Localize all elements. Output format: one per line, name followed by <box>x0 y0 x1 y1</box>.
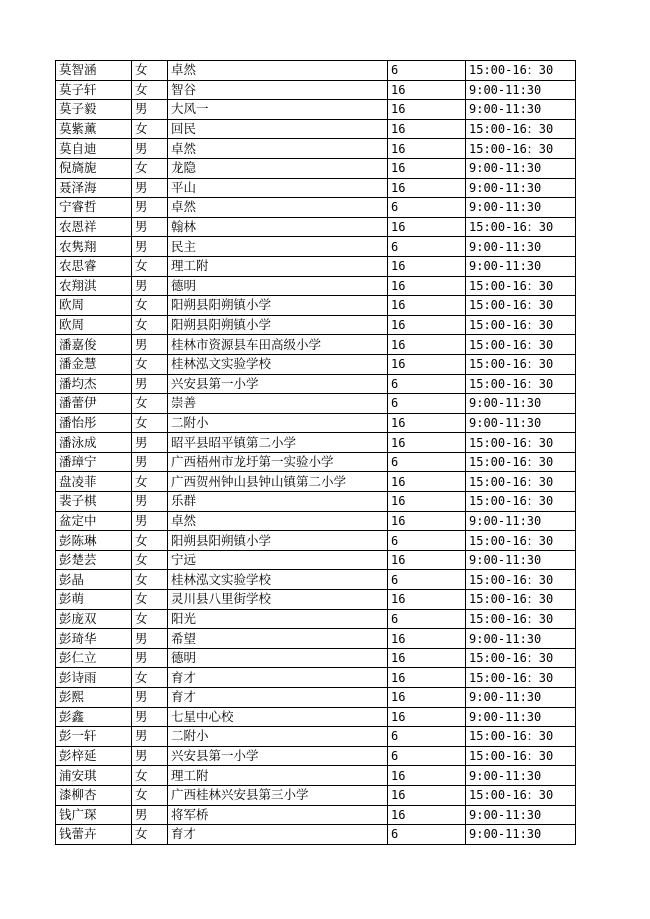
school-cell: 德明 <box>168 648 388 668</box>
student-name-cell: 莫智涵 <box>56 61 132 81</box>
gender-cell: 女 <box>132 785 168 805</box>
session-time-cell: 9:00-11:30 <box>466 80 576 100</box>
school-cell: 理工附 <box>168 766 388 786</box>
table-row <box>56 413 576 433</box>
table-row <box>56 100 576 120</box>
school-cell: 民主 <box>168 237 388 257</box>
session-time-cell: 15:00-16：30 <box>466 315 576 335</box>
table-row <box>56 511 576 531</box>
gender-cell: 女 <box>132 80 168 100</box>
session-time-cell: 15:00-16：30 <box>466 354 576 374</box>
age-cell: 16 <box>388 100 466 120</box>
session-time-cell: 15:00-16：30 <box>466 452 576 472</box>
student-name-cell: 钱蕾卉 <box>56 825 132 845</box>
school-cell: 智谷 <box>168 80 388 100</box>
student-name-cell: 彭晶 <box>56 570 132 590</box>
age-cell: 16 <box>388 511 466 531</box>
session-time-cell: 15:00-16：30 <box>466 668 576 688</box>
table-row <box>56 276 576 296</box>
age-cell: 16 <box>388 492 466 512</box>
session-time-cell: 15:00-16：30 <box>466 648 576 668</box>
student-name-cell: 浦安琪 <box>56 766 132 786</box>
school-cell: 昭平县昭平镇第二小学 <box>168 433 388 453</box>
gender-cell: 男 <box>132 276 168 296</box>
student-name-cell: 农隽翔 <box>56 237 132 257</box>
table-row <box>56 452 576 472</box>
student-name-cell: 潘泳成 <box>56 433 132 453</box>
age-cell: 16 <box>388 433 466 453</box>
student-name-cell: 彭庞双 <box>56 609 132 629</box>
session-time-cell: 15:00-16：30 <box>466 335 576 355</box>
session-time-cell: 9:00-11:30 <box>466 825 576 845</box>
gender-cell: 男 <box>132 452 168 472</box>
table-row <box>56 296 576 316</box>
gender-cell: 男 <box>132 217 168 237</box>
gender-cell: 男 <box>132 629 168 649</box>
gender-cell: 男 <box>132 511 168 531</box>
student-name-cell: 彭一轩 <box>56 727 132 747</box>
table-row <box>56 315 576 335</box>
session-time-cell: 15:00-16：30 <box>466 374 576 394</box>
table-row <box>56 198 576 218</box>
table-row <box>56 648 576 668</box>
table-row <box>56 668 576 688</box>
age-cell: 16 <box>388 119 466 139</box>
age-cell: 6 <box>388 570 466 590</box>
table-row <box>56 178 576 198</box>
student-name-cell: 欧周 <box>56 296 132 316</box>
session-time-cell: 9:00-11:30 <box>466 413 576 433</box>
gender-cell: 男 <box>132 139 168 159</box>
school-cell: 卓然 <box>168 511 388 531</box>
student-name-cell: 倪旖旎 <box>56 158 132 178</box>
student-name-cell: 潘璋宁 <box>56 452 132 472</box>
student-name-cell: 欧周 <box>56 315 132 335</box>
age-cell: 16 <box>388 550 466 570</box>
session-time-cell: 15:00-16：30 <box>466 139 576 159</box>
session-time-cell: 15:00-16：30 <box>466 590 576 610</box>
school-cell: 回民 <box>168 119 388 139</box>
school-cell: 阳光 <box>168 609 388 629</box>
student-name-cell: 裴子棋 <box>56 492 132 512</box>
session-time-cell: 15:00-16：30 <box>466 785 576 805</box>
age-cell: 6 <box>388 531 466 551</box>
age-cell: 6 <box>388 746 466 766</box>
gender-cell: 女 <box>132 825 168 845</box>
school-cell: 阳朔县阳朔镇小学 <box>168 296 388 316</box>
table-row <box>56 629 576 649</box>
student-name-cell: 彭萌 <box>56 590 132 610</box>
gender-cell: 女 <box>132 315 168 335</box>
school-cell: 桂林泓文实验学校 <box>168 354 388 374</box>
gender-cell: 男 <box>132 492 168 512</box>
table-row <box>56 61 576 81</box>
school-cell: 桂林市资源县车田高级小学 <box>168 335 388 355</box>
table-row <box>56 825 576 845</box>
table-row <box>56 492 576 512</box>
table-row <box>56 335 576 355</box>
school-cell: 乐群 <box>168 492 388 512</box>
session-time-cell: 9:00-11:30 <box>466 178 576 198</box>
age-cell: 16 <box>388 805 466 825</box>
age-cell: 16 <box>388 785 466 805</box>
gender-cell: 男 <box>132 100 168 120</box>
school-cell: 卓然 <box>168 61 388 81</box>
table-row <box>56 119 576 139</box>
school-cell: 七星中心校 <box>168 707 388 727</box>
student-name-cell: 彭仁立 <box>56 648 132 668</box>
student-name-cell: 聂泽海 <box>56 178 132 198</box>
age-cell: 6 <box>388 198 466 218</box>
school-cell: 桂林泓文实验学校 <box>168 570 388 590</box>
table-row <box>56 354 576 374</box>
gender-cell: 女 <box>132 609 168 629</box>
age-cell: 6 <box>388 825 466 845</box>
table-row <box>56 158 576 178</box>
age-cell: 16 <box>388 668 466 688</box>
session-time-cell: 9:00-11:30 <box>466 198 576 218</box>
school-cell: 广西桂林兴安县第三小学 <box>168 785 388 805</box>
session-time-cell: 9:00-11:30 <box>466 766 576 786</box>
student-name-cell: 钱广琛 <box>56 805 132 825</box>
school-cell: 二附小 <box>168 727 388 747</box>
gender-cell: 男 <box>132 374 168 394</box>
gender-cell: 女 <box>132 256 168 276</box>
gender-cell: 女 <box>132 668 168 688</box>
table-row <box>56 805 576 825</box>
school-cell: 德明 <box>168 276 388 296</box>
school-cell: 大风一 <box>168 100 388 120</box>
gender-cell: 女 <box>132 354 168 374</box>
school-cell: 育才 <box>168 825 388 845</box>
session-time-cell: 15:00-16：30 <box>466 570 576 590</box>
age-cell: 16 <box>388 413 466 433</box>
student-name-cell: 莫子毅 <box>56 100 132 120</box>
age-cell: 16 <box>388 178 466 198</box>
session-time-cell: 15:00-16：30 <box>466 727 576 747</box>
table-row <box>56 570 576 590</box>
age-cell: 16 <box>388 139 466 159</box>
session-time-cell: 9:00-11:30 <box>466 100 576 120</box>
gender-cell: 女 <box>132 296 168 316</box>
table-row <box>56 256 576 276</box>
age-cell: 6 <box>388 374 466 394</box>
gender-cell: 女 <box>132 570 168 590</box>
student-name-cell: 彭楚芸 <box>56 550 132 570</box>
table-row <box>56 374 576 394</box>
session-time-cell: 15:00-16：30 <box>466 61 576 81</box>
gender-cell: 女 <box>132 590 168 610</box>
student-name-cell: 潘嘉俊 <box>56 335 132 355</box>
gender-cell: 女 <box>132 472 168 492</box>
gender-cell: 男 <box>132 178 168 198</box>
student-name-cell: 彭陈琳 <box>56 531 132 551</box>
table-row <box>56 727 576 747</box>
table-row <box>56 217 576 237</box>
school-cell: 翰林 <box>168 217 388 237</box>
age-cell: 6 <box>388 237 466 257</box>
student-name-cell: 潘怡彤 <box>56 413 132 433</box>
session-time-cell: 15:00-16：30 <box>466 217 576 237</box>
gender-cell: 男 <box>132 198 168 218</box>
table-row <box>56 785 576 805</box>
age-cell: 16 <box>388 80 466 100</box>
gender-cell: 男 <box>132 707 168 727</box>
student-name-cell: 潘金慧 <box>56 354 132 374</box>
student-name-cell: 莫自迪 <box>56 139 132 159</box>
age-cell: 16 <box>388 629 466 649</box>
table-row <box>56 590 576 610</box>
age-cell: 16 <box>388 472 466 492</box>
student-name-cell: 彭鑫 <box>56 707 132 727</box>
session-time-cell: 15:00-16：30 <box>466 433 576 453</box>
student-name-cell: 农翔淇 <box>56 276 132 296</box>
gender-cell: 男 <box>132 688 168 708</box>
session-time-cell: 15:00-16：30 <box>466 276 576 296</box>
student-name-cell: 盆定中 <box>56 511 132 531</box>
school-cell: 理工附 <box>168 256 388 276</box>
age-cell: 6 <box>388 727 466 747</box>
session-time-cell: 15:00-16：30 <box>466 472 576 492</box>
age-cell: 6 <box>388 609 466 629</box>
school-cell: 龙隐 <box>168 158 388 178</box>
age-cell: 16 <box>388 766 466 786</box>
school-cell: 兴安县第一小学 <box>168 746 388 766</box>
gender-cell: 女 <box>132 61 168 81</box>
age-cell: 6 <box>388 394 466 414</box>
table-row <box>56 746 576 766</box>
student-name-cell: 彭熙 <box>56 688 132 708</box>
gender-cell: 女 <box>132 766 168 786</box>
table-row <box>56 609 576 629</box>
school-cell: 广西贺州钟山县钟山镇第二小学 <box>168 472 388 492</box>
school-cell: 崇善 <box>168 394 388 414</box>
session-time-cell: 9:00-11:30 <box>466 256 576 276</box>
student-name-cell: 农思睿 <box>56 256 132 276</box>
school-cell: 广西梧州市龙圩第一实验小学 <box>168 452 388 472</box>
table-row <box>56 433 576 453</box>
school-cell: 将军桥 <box>168 805 388 825</box>
school-cell: 阳朔县阳朔镇小学 <box>168 531 388 551</box>
gender-cell: 男 <box>132 746 168 766</box>
session-time-cell: 15:00-16：30 <box>466 296 576 316</box>
school-cell: 兴安县第一小学 <box>168 374 388 394</box>
school-cell: 宁远 <box>168 550 388 570</box>
table-row <box>56 550 576 570</box>
table-row <box>56 531 576 551</box>
session-time-cell: 9:00-11:30 <box>466 550 576 570</box>
table-row <box>56 472 576 492</box>
roster-body <box>56 61 576 845</box>
student-name-cell: 宁睿哲 <box>56 198 132 218</box>
session-time-cell: 15:00-16：30 <box>466 492 576 512</box>
student-name-cell: 莫子轩 <box>56 80 132 100</box>
gender-cell: 女 <box>132 119 168 139</box>
table-row <box>56 80 576 100</box>
table-row <box>56 707 576 727</box>
session-time-cell: 9:00-11:30 <box>466 629 576 649</box>
gender-cell: 女 <box>132 550 168 570</box>
session-time-cell: 9:00-11:30 <box>466 805 576 825</box>
school-cell: 二附小 <box>168 413 388 433</box>
table-row <box>56 394 576 414</box>
gender-cell: 女 <box>132 394 168 414</box>
school-cell: 灵川县八里街学校 <box>168 590 388 610</box>
school-cell: 育才 <box>168 668 388 688</box>
age-cell: 16 <box>388 276 466 296</box>
age-cell: 16 <box>388 315 466 335</box>
school-cell: 平山 <box>168 178 388 198</box>
age-cell: 16 <box>388 296 466 316</box>
school-cell: 阳朔县阳朔镇小学 <box>168 315 388 335</box>
gender-cell: 男 <box>132 335 168 355</box>
age-cell: 16 <box>388 217 466 237</box>
session-time-cell: 9:00-11:30 <box>466 688 576 708</box>
school-cell: 育才 <box>168 688 388 708</box>
session-time-cell: 9:00-11:30 <box>466 707 576 727</box>
school-cell: 卓然 <box>168 198 388 218</box>
student-name-cell: 彭梓延 <box>56 746 132 766</box>
table-row <box>56 766 576 786</box>
age-cell: 16 <box>388 707 466 727</box>
session-time-cell: 9:00-11:30 <box>466 237 576 257</box>
age-cell: 6 <box>388 61 466 81</box>
roster-table <box>55 60 576 845</box>
session-time-cell: 9:00-11:30 <box>466 158 576 178</box>
age-cell: 16 <box>388 158 466 178</box>
student-name-cell: 潘均杰 <box>56 374 132 394</box>
student-name-cell: 彭诗雨 <box>56 668 132 688</box>
student-name-cell: 农恩祥 <box>56 217 132 237</box>
session-time-cell: 9:00-11:30 <box>466 394 576 414</box>
session-time-cell: 15:00-16：30 <box>466 746 576 766</box>
student-name-cell: 漆柳杏 <box>56 785 132 805</box>
age-cell: 16 <box>388 590 466 610</box>
table-row <box>56 139 576 159</box>
student-name-cell: 莫紫薰 <box>56 119 132 139</box>
gender-cell: 女 <box>132 158 168 178</box>
session-time-cell: 15:00-16：30 <box>466 609 576 629</box>
school-cell: 希望 <box>168 629 388 649</box>
session-time-cell: 9:00-11:30 <box>466 511 576 531</box>
table-row <box>56 688 576 708</box>
age-cell: 16 <box>388 256 466 276</box>
age-cell: 16 <box>388 354 466 374</box>
school-cell: 卓然 <box>168 139 388 159</box>
gender-cell: 男 <box>132 237 168 257</box>
session-time-cell: 15:00-16：30 <box>466 119 576 139</box>
gender-cell: 女 <box>132 531 168 551</box>
age-cell: 16 <box>388 335 466 355</box>
age-cell: 16 <box>388 688 466 708</box>
gender-cell: 男 <box>132 727 168 747</box>
session-time-cell: 15:00-16：30 <box>466 531 576 551</box>
gender-cell: 男 <box>132 648 168 668</box>
gender-cell: 男 <box>132 805 168 825</box>
table-row <box>56 237 576 257</box>
age-cell: 6 <box>388 452 466 472</box>
student-name-cell: 盘凌菲 <box>56 472 132 492</box>
gender-cell: 女 <box>132 413 168 433</box>
student-name-cell: 潘蕾伊 <box>56 394 132 414</box>
gender-cell: 男 <box>132 433 168 453</box>
student-name-cell: 彭琦华 <box>56 629 132 649</box>
age-cell: 16 <box>388 648 466 668</box>
